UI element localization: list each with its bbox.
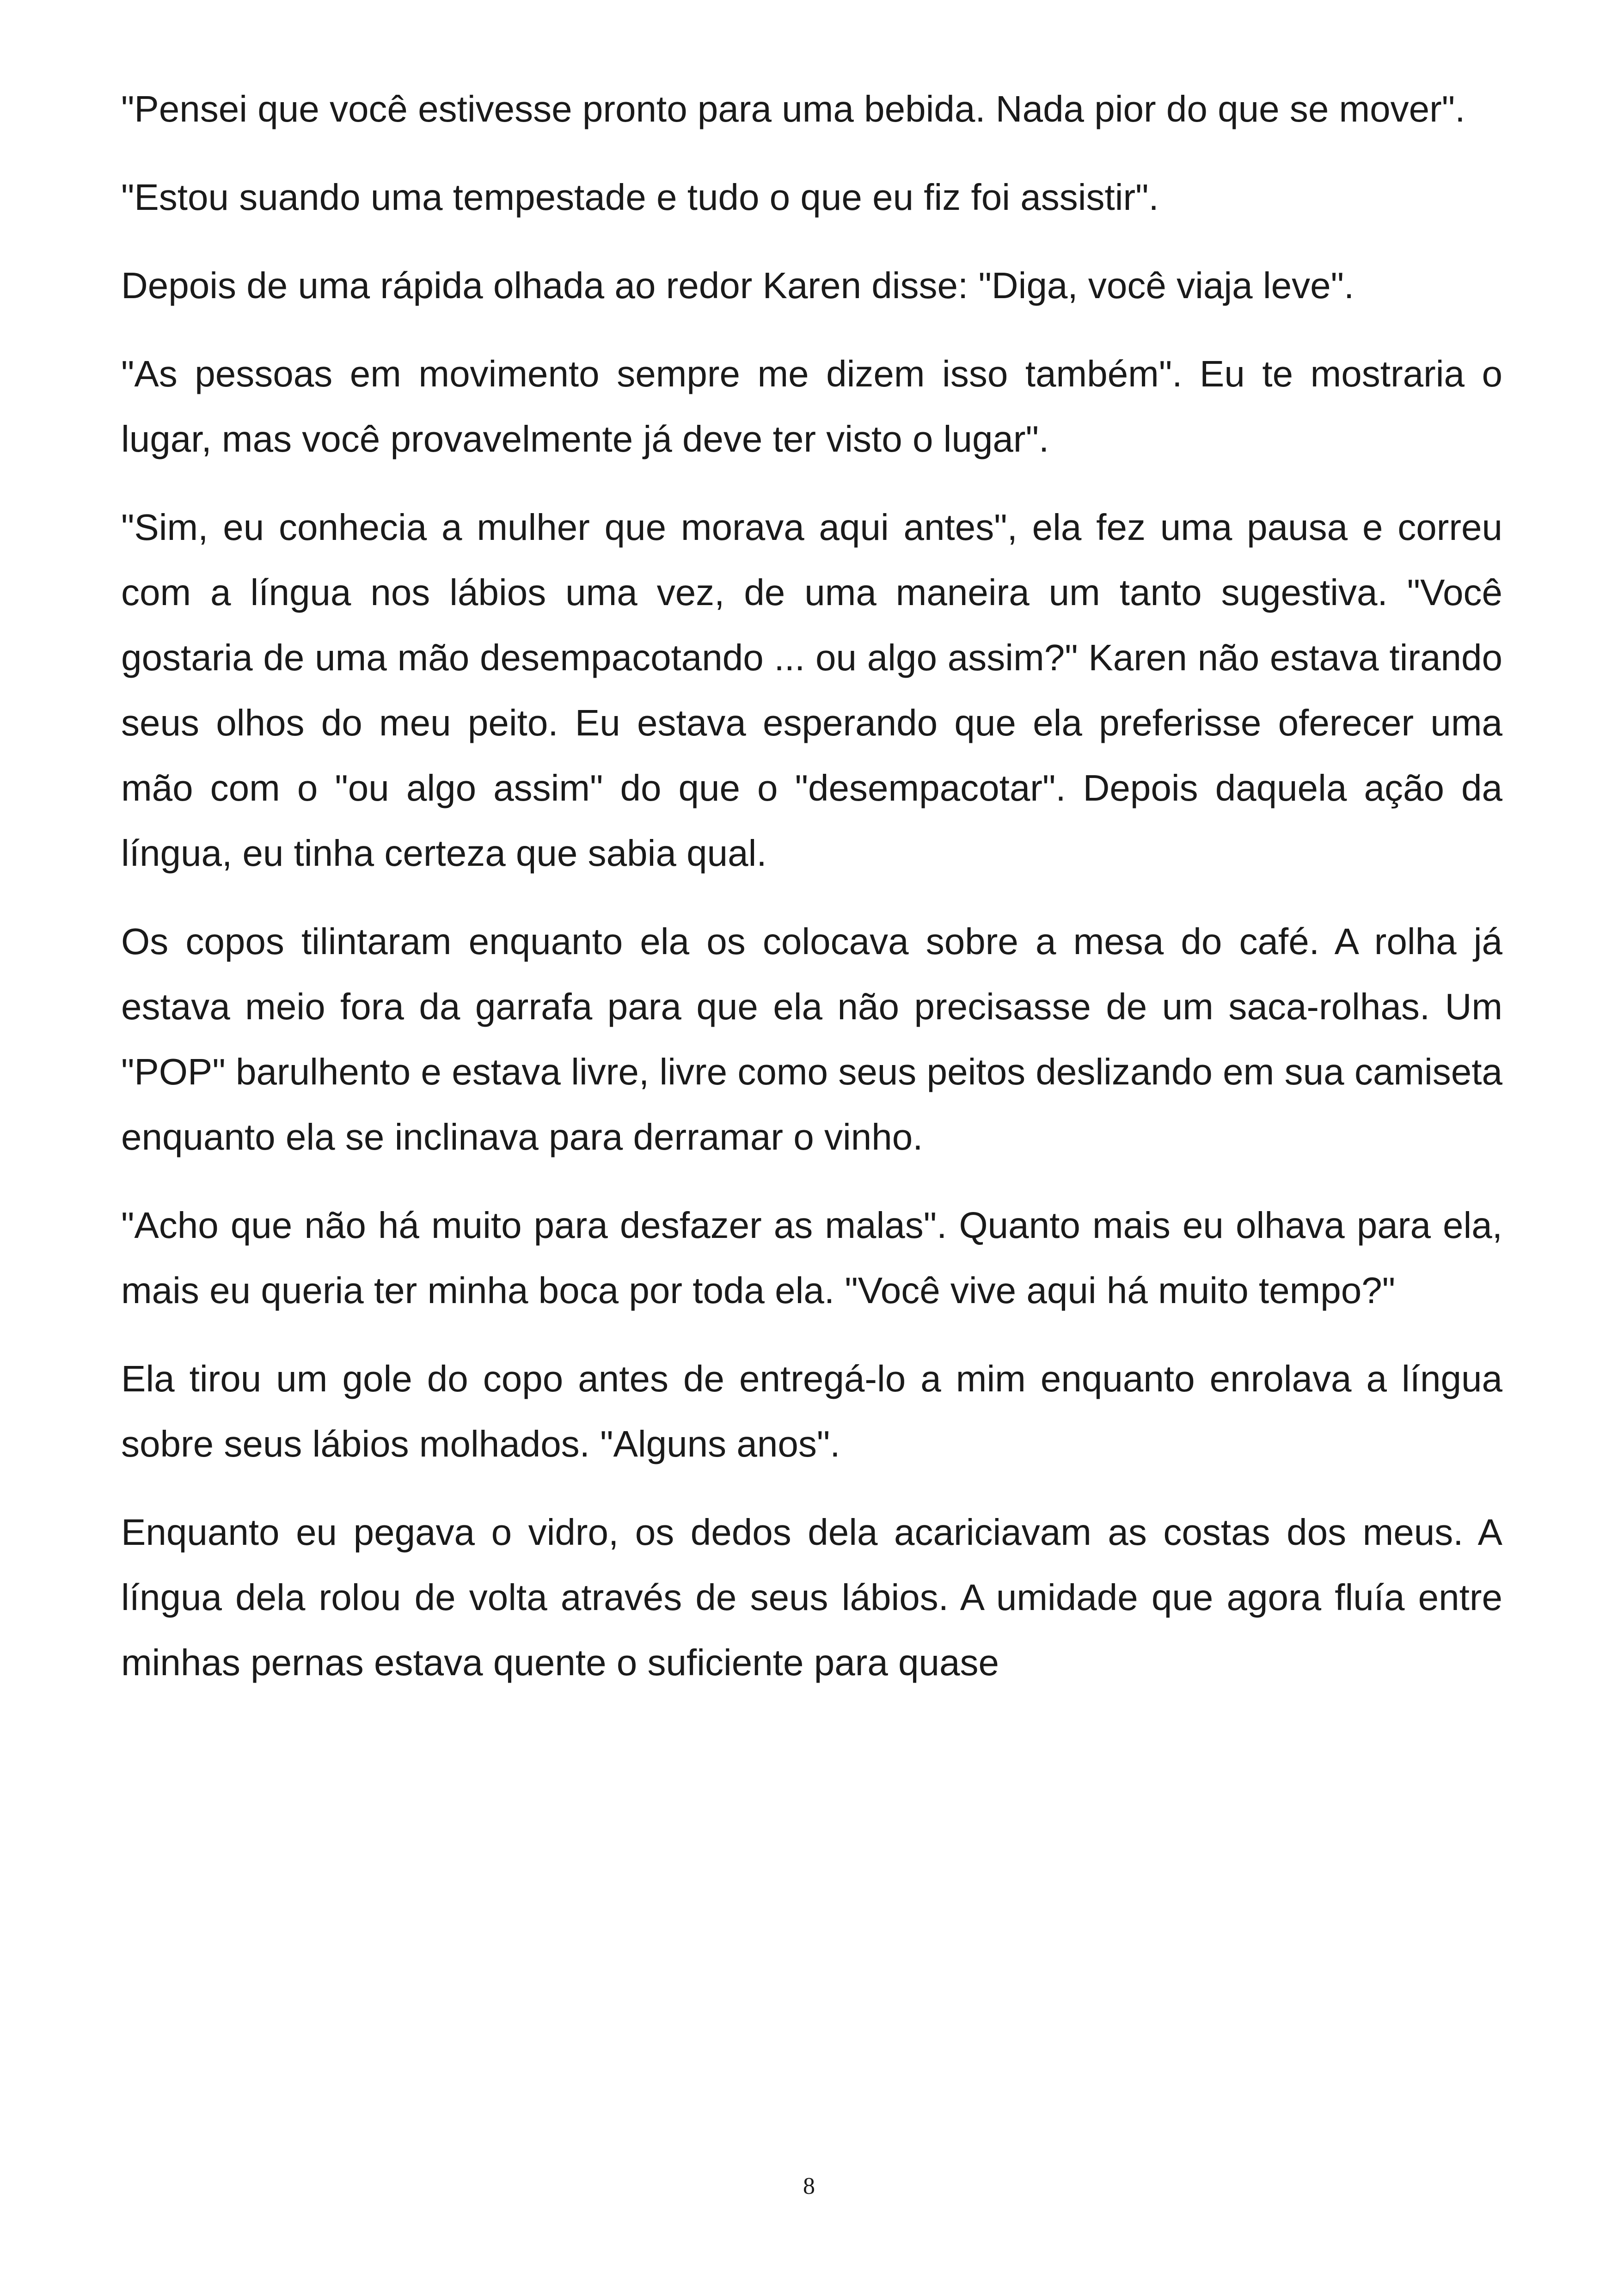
paragraph: "Estou suando uma tempestade e tudo o que eu fiz foi assistir". <box>121 177 1159 218</box>
paragraph: "Pensei que você estivesse pronto para uma bebida. Nada pior do que se mover". <box>121 88 1465 129</box>
paragraph: Os copos tilintaram enquanto ela os colocava sobre a mesa do café. A rolha já estava meio fora da garrafa para que ela não precisasse de um saca-rolhas. Um "POP" barulhento e estava livre, livre como seus peitos deslizando em sua camiseta enquanto ela se inclinava para derramar o vinho. <box>121 921 1502 1157</box>
paragraph: Depois de uma rápida olhada ao redor Karen disse: "Diga, você viaja leve". <box>121 265 1354 306</box>
paragraph: "As pessoas em movimento sempre me dizem isso também". Eu te mostraria o lugar, mas você provavelmente já deve ter visto o lugar". <box>121 353 1502 459</box>
paragraph: Ela tirou um gole do copo antes de entregá-lo a mim enquanto enrolava a língua sobre seus lábios molhados. "Alguns anos". <box>121 1358 1502 1464</box>
paragraph: "Acho que não há muito para desfazer as malas". Quanto mais eu olhava para ela, mais eu queria ter minha boca por toda ela. "Você vive aqui há muito tempo?" <box>121 1205 1502 1311</box>
page-number: 8 <box>803 2173 815 2199</box>
paragraph: Enquanto eu pegava o vidro, os dedos dela acariciavam as costas dos meus. A língua dela rolou de volta através de seus lábios. A umidade que agora fluía entre minhas pernas estava quente o suficiente para quase <box>121 1512 1502 1683</box>
body-text <box>121 76 1502 1718</box>
paragraph: "Sim, eu conhecia a mulher que morava aqui antes", ela fez uma pausa e correu com a língua nos lábios uma vez, de uma maneira um tanto sugestiva. "Você gostaria de uma mão desempacotando ... ou algo assim?" Karen não estava tirando seus olhos do meu peito. Eu estava esperando que ela preferisse oferecer uma mão com o "ou algo assim" do que o "desempacotar". Depois daquela ação da língua, eu tinha certeza que sabia qual. <box>121 507 1502 874</box>
